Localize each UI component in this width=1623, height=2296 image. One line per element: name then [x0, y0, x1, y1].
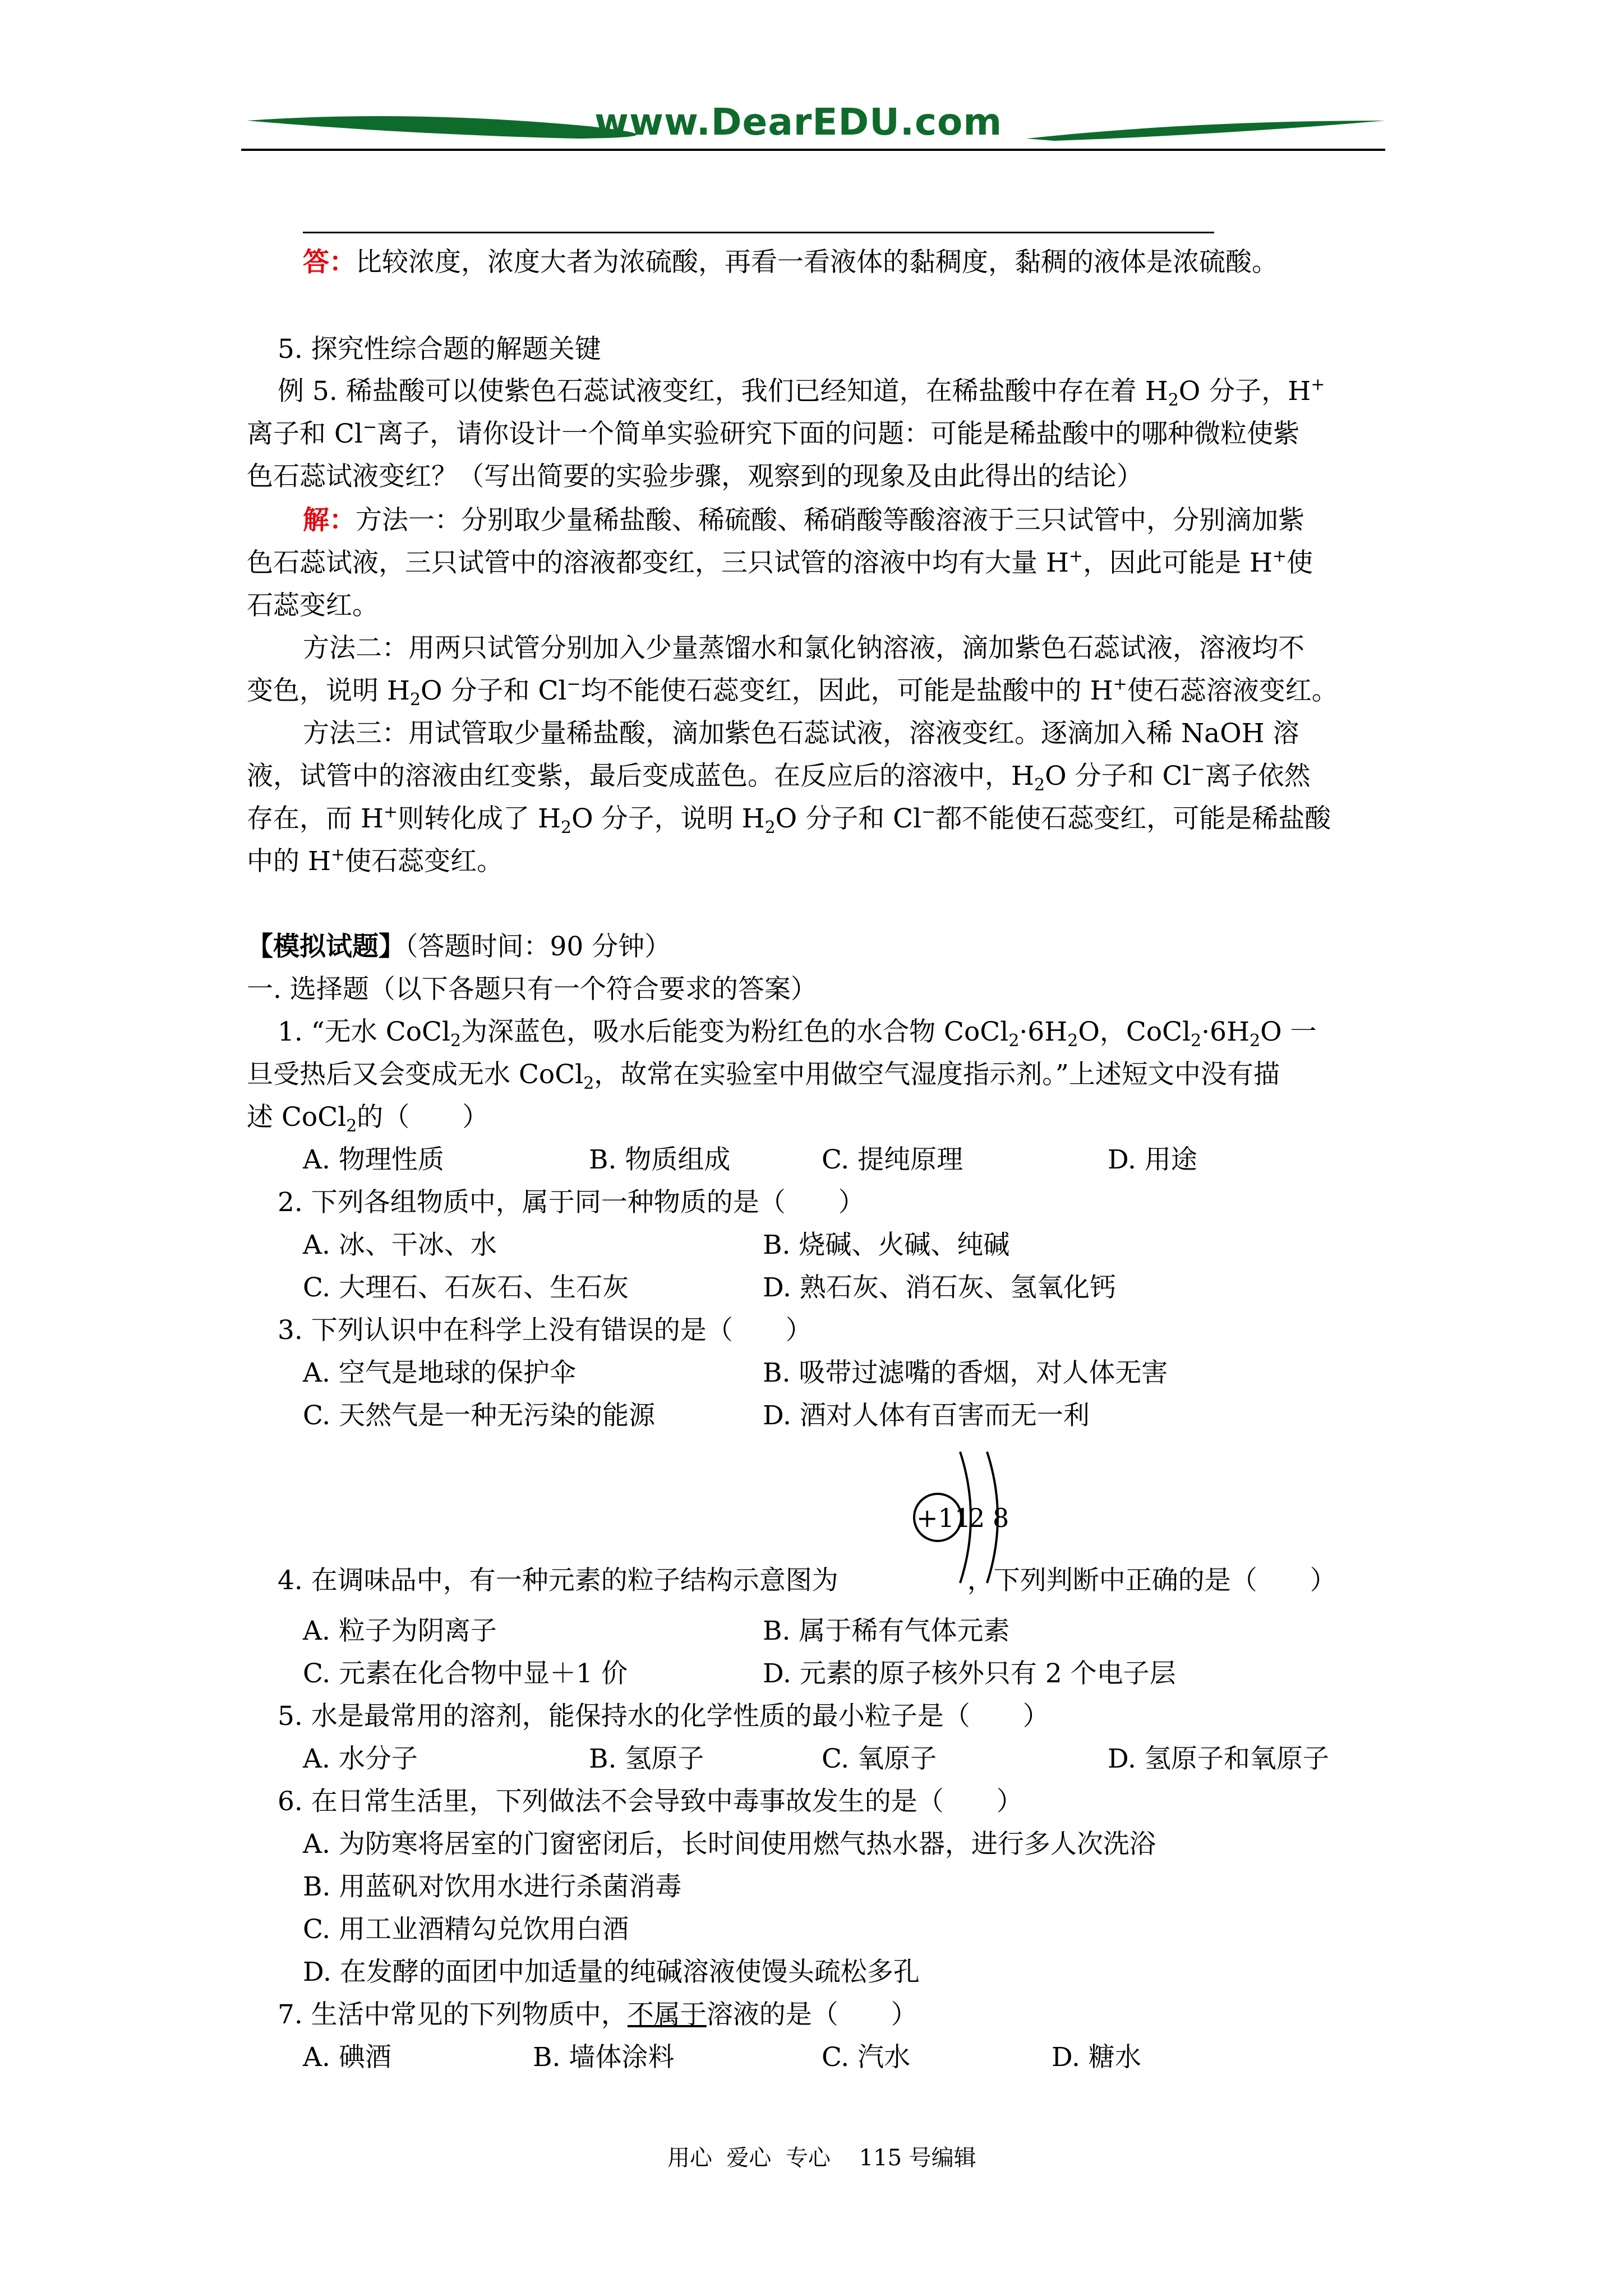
q2-option-c: C. 大理石、石灰石、生石灰 — [303, 1272, 629, 1303]
q6-option-d: D. 在发酵的面团中加适量的纯碱溶液使馒头疏松多孔 — [303, 1957, 920, 1987]
q2-stem: 2. 下列各组物质中，属于同一种物质的是（ ） — [278, 1187, 865, 1218]
q3-option-c: C. 天然气是一种无污染的能源 — [303, 1400, 656, 1431]
top-rule — [303, 232, 1214, 233]
solution-m1-line2: 色石蕊试液，三只试管中的溶液都变红，三只试管的溶液中均有大量 H+，因此可能是 H+使 — [247, 546, 1313, 578]
answer-text: 比较浓度，浓度大者为浓硫酸，再看一看液体的黏稠度，黏稠的液体是浓硫酸。 — [356, 247, 1278, 278]
solution-m3-line1: 方法三：用试管取少量稀盐酸，滴加紫色石蕊试液，溶液变红。逐滴加入稀 NaOH 溶 — [303, 718, 1299, 749]
q7-option-c: C. 汽水 — [822, 2042, 911, 2073]
q1-option-c: C. 提纯原理 — [822, 1144, 963, 1175]
q7-stem: 7. 生活中常见的下列物质中，不属于溶液的是（ ） — [278, 1999, 917, 2030]
q3-option-b: B. 吸带过滤嘴的香烟，对人体无害 — [763, 1358, 1168, 1388]
solution-m1-line3: 石蕊变红。 — [247, 590, 379, 621]
q1-line3: 述 CoCl$_2$的（ ） — [247, 1102, 489, 1136]
q3-stem: 3. 下列认识中在科学上没有错误的是（ ） — [278, 1315, 812, 1346]
section5-title: 5. 探究性综合题的解题关键 — [278, 334, 601, 365]
q1-line2: 旦受热后又会变成无水 CoCl$_2$，故常在实验室中用做空气湿度指示剂。”上述短文中没有描 — [247, 1059, 1280, 1093]
q7-option-d: D. 糖水 — [1052, 2042, 1141, 2073]
atom-shell2-label: 8 — [993, 1503, 1009, 1533]
example5-line1: 例 5. 稀盐酸可以使紫色石蕊试液变红，我们已经知道，在稀盐酸中存在着 $H_2O$ 分子，H+ — [278, 375, 1325, 410]
q4-option-b: B. 属于稀有气体元素 — [763, 1616, 1010, 1646]
q3-option-a: A. 空气是地球的保护伞 — [303, 1358, 576, 1388]
q5-option-d: D. 氢原子和氧原子 — [1108, 1743, 1329, 1774]
q2-option-d: D. 熟石灰、消石灰、氢氧化钙 — [763, 1272, 1116, 1303]
q3-option-d: D. 酒对人体有百害而无一利 — [763, 1400, 1090, 1431]
page-footer: 用心 爱心 专心 115 号编辑 — [667, 2145, 976, 2171]
solution-m1-line1: 解：方法一：分别取少量稀盐酸、稀硫酸、稀硝酸等酸溶液于三只试管中，分别滴加紫 — [303, 505, 1304, 536]
answer-line — [303, 241, 1278, 284]
q5-stem: 5. 水是最常用的溶剂，能保持水的化学性质的最小粒子是（ ） — [278, 1701, 1049, 1732]
q4-stem: 4. 在调味品中，有一种元素的粒子结构示意图为 ，下列判断中正确的是（ ） — [278, 1565, 1336, 1596]
sim-title: 【模拟试题】（答题时间：90 分钟） — [247, 931, 671, 962]
solution-m3-line4: 中的 H+使石蕊变红。 — [247, 845, 504, 877]
q5-option-a: A. 水分子 — [303, 1743, 418, 1774]
atom-shell1-label: 2 — [969, 1503, 985, 1533]
q6-option-c: C. 用工业酒精勾兑饮用白酒 — [303, 1914, 629, 1945]
example5-line2: 离子和 Cl−离子，请你设计一个简单实验研究下面的问题：可能是稀盐酸中的哪种微粒使紫 — [247, 417, 1300, 449]
q1-option-a: A. 物理性质 — [303, 1144, 444, 1175]
q1-option-d: D. 用途 — [1108, 1144, 1197, 1175]
q6-option-b: B. 用蓝矾对饮用水进行杀菌消毒 — [303, 1871, 682, 1902]
q4-option-a: A. 粒子为阴离子 — [303, 1616, 497, 1646]
example5-line3: 色石蕊试液变红？（写出简要的实验步骤，观察到的现象及由此得出的结论） — [247, 461, 1143, 492]
q5-option-c: C. 氧原子 — [822, 1743, 937, 1774]
solution-m2-line2: 变色，说明 $H_2O$ 分子和 Cl−均不能使石蕊变红，因此，可能是盐酸中的 H+使石蕊溶液变红。 — [247, 674, 1338, 710]
q4-option-c: C. 元素在化合物中显＋1 价 — [303, 1658, 628, 1689]
header-logo-text: www.DearEDU.com — [594, 100, 1003, 144]
solution-m3-line2: 液，试管中的溶液由红变紫，最后变成蓝色。在反应后的溶液中，$H_2O$ 分子和 Cl−离子依然 — [247, 760, 1311, 795]
q7-option-a: A. 碘酒 — [303, 2042, 391, 2073]
solution-m3-line3: 存在，而 H+则转化成了 $H_2O$ 分子，说明 $H_2O$ 分子和 Cl−都不能使石蕊变红，可能是稀盐酸 — [247, 802, 1331, 838]
q5-option-b: B. 氢原子 — [589, 1743, 704, 1774]
q6-stem: 6. 在日常生活里，下列做法不会导致中毒事故发生的是（ ） — [278, 1786, 1023, 1817]
q1-option-b: B. 物质组成 — [589, 1144, 731, 1175]
q1-line1: 1. “无水 CoCl$_2$为深蓝色，吸水后能变为粉红色的水合物 $CoCl_2\cdot 6H_2O$，$CoCl_2\cdot 6H_2O$ 一 — [278, 1016, 1317, 1051]
solution-m2-line1: 方法二：用两只试管分别加入少量蒸馏水和氯化钠溶液，滴加紫色石蕊试液，溶液均不 — [303, 633, 1304, 664]
q7-option-b: B. 墙体涂料 — [533, 2042, 675, 2073]
answer-label: 答： — [303, 247, 356, 278]
q2-option-b: B. 烧碱、火碱、纯碱 — [763, 1230, 1010, 1260]
part1-title: 一. 选择题（以下各题只有一个符合要求的答案） — [247, 974, 817, 1005]
header-logo — [241, 100, 1391, 165]
q4-option-d: D. 元素的原子核外只有 2 个电子层 — [763, 1658, 1176, 1689]
atom-nucleus-label: +11 — [916, 1503, 971, 1533]
q6-option-a: A. 为防寒将居室的门窗密闭后，长时间使用燃气热水器，进行多人次洗浴 — [303, 1829, 1156, 1860]
q2-option-a: A. 冰、干冰、水 — [303, 1230, 497, 1260]
